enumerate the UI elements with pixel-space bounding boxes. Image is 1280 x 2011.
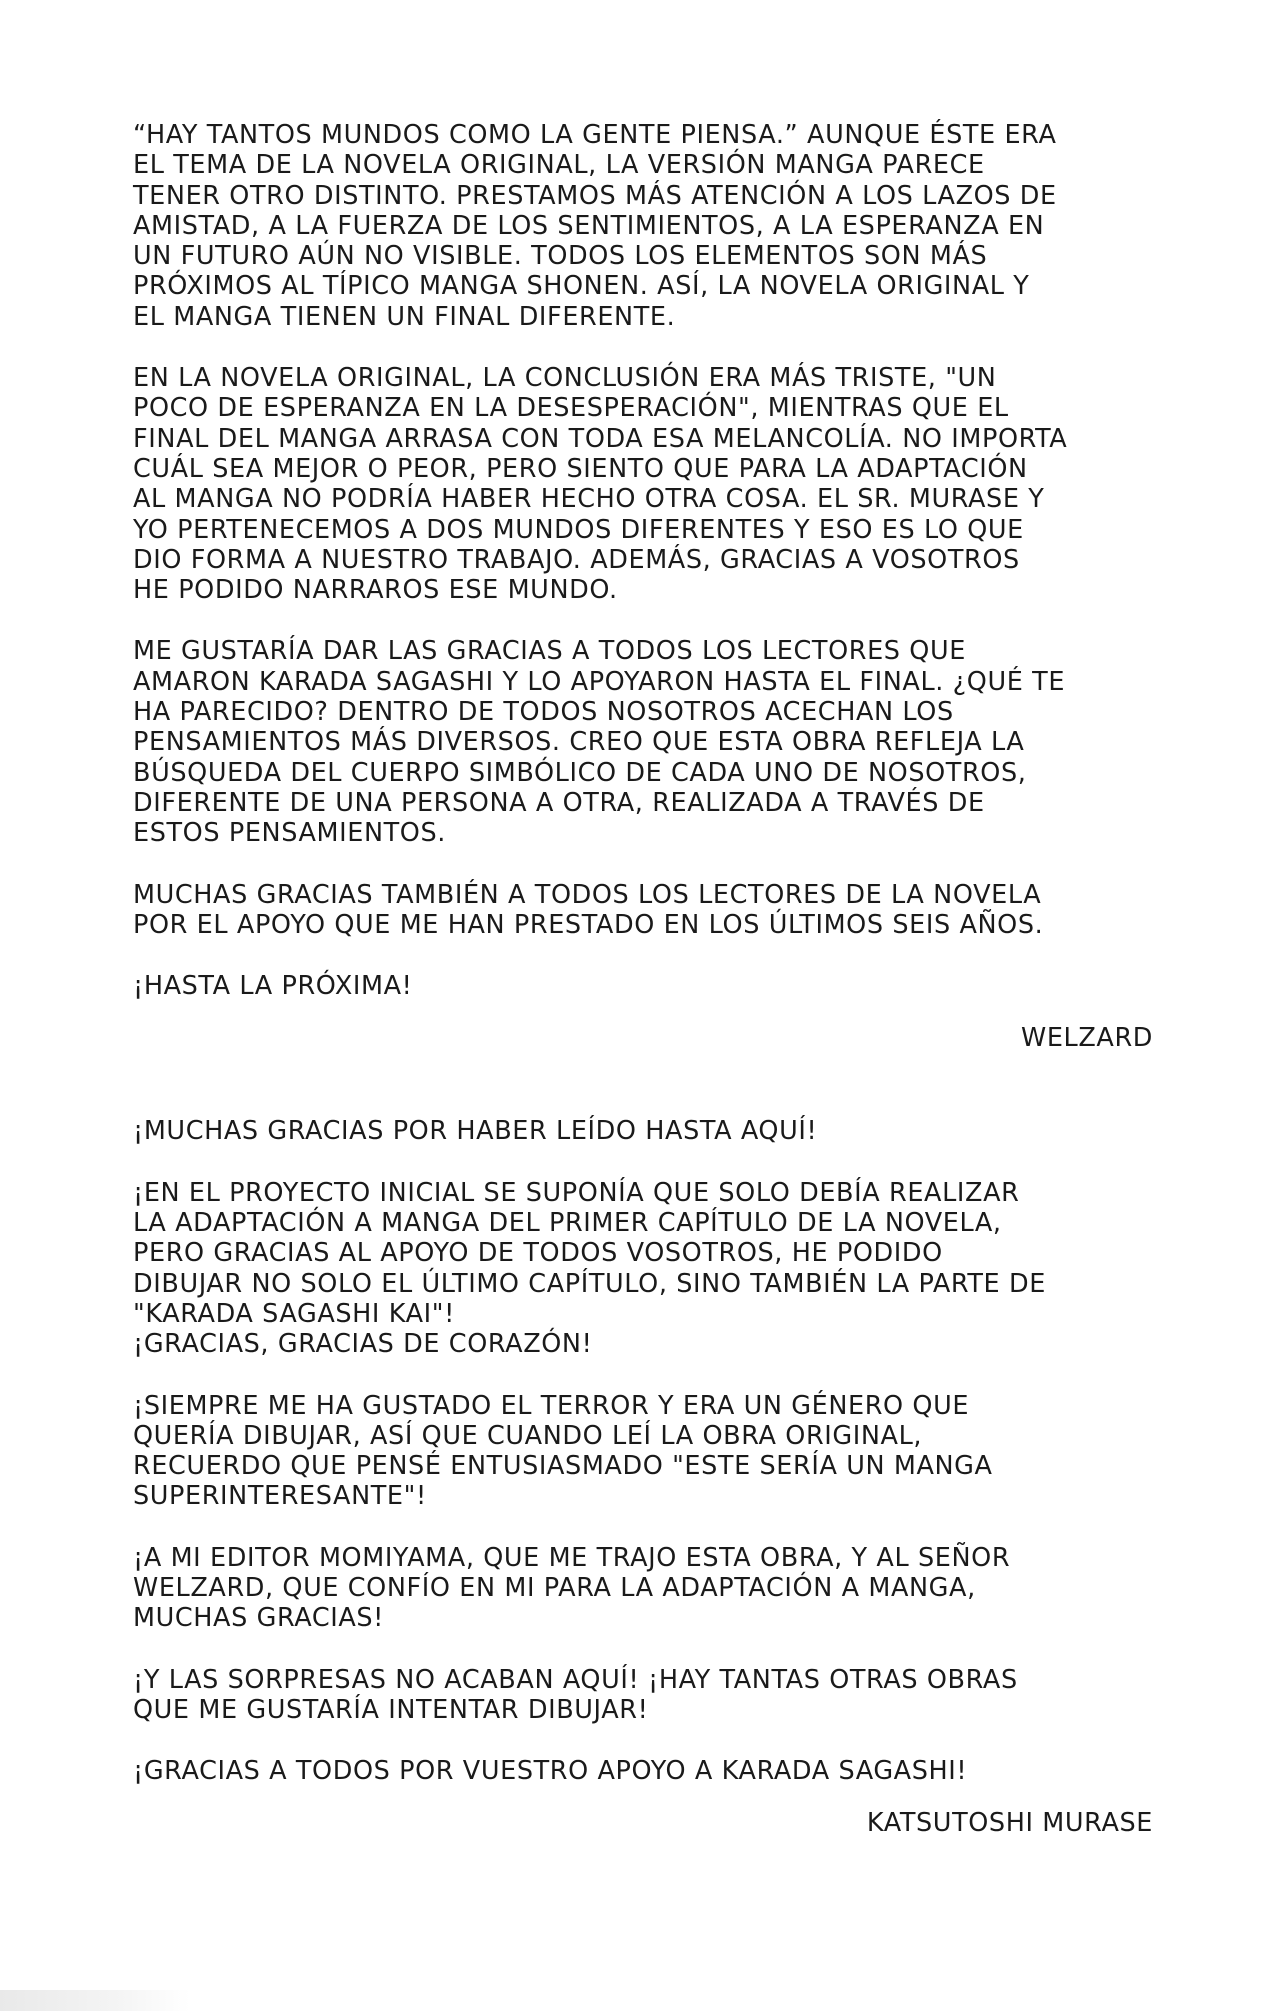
text-line: EL MANGA TIENEN UN FINAL DIFERENTE.	[133, 301, 676, 332]
paragraph	[133, 636, 1153, 848]
text-line: PRÓXIMOS AL TÍPICO MANGA SHONEN. ASÍ, LA NOVELA ORIGINAL Y	[133, 271, 1030, 302]
text-line: ¡SIEMPRE ME HA GUSTADO EL TERROR Y ERA UN GÉNERO QUE	[133, 1390, 970, 1421]
text-line: UN FUTURO AÚN NO VISIBLE. TODOS LOS ELEMENTOS SON MÁS	[133, 241, 988, 272]
text-line: AMISTAD, A LA FUERZA DE LOS SENTIMIENTOS, A LA ESPERANZA EN	[133, 210, 1045, 241]
text-line: ¡EN EL PROYECTO INICIAL SE SUPONÍA QUE SOLO DEBÍA REALIZAR	[133, 1177, 1020, 1208]
scan-edge-shadow	[0, 1990, 190, 2011]
text-line: QUE ME GUSTARÍA INTENTAR DIBUJAR!	[133, 1694, 649, 1725]
text-line: PENSAMIENTOS MÁS DIVERSOS. CREO QUE ESTA OBRA REFLEJA LA	[133, 727, 1025, 758]
text-line: POCO DE ESPERANZA EN LA DESESPERACIÓN", MIENTRAS QUE EL	[133, 393, 1009, 424]
text-line: DIBUJAR NO SOLO EL ÚLTIMO CAPÍTULO, SINO TAMBIÉN LA PARTE DE	[133, 1268, 1046, 1299]
paragraph	[133, 1543, 1153, 1634]
text-line: HE PODIDO NARRAROS ESE MUNDO.	[133, 575, 618, 606]
afterword-welzard	[133, 120, 1153, 1053]
text-line: EN LA NOVELA ORIGINAL, LA CONCLUSIÓN ERA MÁS TRISTE, "UN	[133, 363, 997, 394]
text-line: AL MANGA NO PODRÍA HABER HECHO OTRA COSA. EL SR. MURASE Y	[133, 484, 1045, 515]
text-line: BÚSQUEDA DEL CUERPO SIMBÓLICO DE CADA UNO DE NOSOTROS,	[133, 757, 1027, 788]
text-line: SUPERINTERESANTE"!	[133, 1481, 427, 1512]
text-line: ¡MUCHAS GRACIAS POR HABER LEÍDO HASTA AQUÍ!	[133, 1116, 818, 1147]
text-line: HA PARECIDO? DENTRO DE TODOS NOSOTROS ACECHAN LOS	[133, 697, 954, 728]
text-line: DIO FORMA A NUESTRO TRABAJO. ADEMÁS, GRACIAS A VOSOTROS	[133, 544, 1020, 575]
text-line: ME GUSTARÍA DAR LAS GRACIAS A TODOS LOS LECTORES QUE	[133, 636, 966, 667]
text-line: EL TEMA DE LA NOVELA ORIGINAL, LA VERSIÓN MANGA PARECE	[133, 150, 985, 181]
afterword-content	[133, 120, 1153, 1838]
text-line: AMARON KARADA SAGASHI Y LO APOYARON HASTA EL FINAL. ¿QUÉ TE	[133, 666, 1066, 697]
text-line: ¡GRACIAS A TODOS POR VUESTRO APOYO A KARADA SAGASHI!	[133, 1756, 968, 1787]
paragraph	[133, 880, 1153, 941]
text-line: YO PERTENECEMOS A DOS MUNDOS DIFERENTES Y ESO ES LO QUE	[133, 514, 1024, 545]
paragraph	[133, 1665, 1153, 1726]
text-line: DIFERENTE DE UNA PERSONA A OTRA, REALIZADA A TRAVÉS DE	[133, 787, 985, 818]
paragraph	[133, 120, 1153, 332]
text-line: PERO GRACIAS AL APOYO DE TODOS VOSOTROS, HE PODIDO	[133, 1238, 943, 1269]
paragraph	[133, 1178, 1153, 1360]
text-line: ¡GRACIAS, GRACIAS DE CORAZÓN!	[133, 1329, 593, 1360]
paragraph	[133, 971, 1153, 1001]
text-line: ESTOS PENSAMIENTOS.	[133, 818, 446, 849]
text-line: FINAL DEL MANGA ARRASA CON TODA ESA MELANCOLÍA. NO IMPORTA	[133, 423, 1068, 454]
text-line: MUCHAS GRACIAS TAMBIÉN A TODOS LOS LECTORES DE LA NOVELA	[133, 879, 1042, 910]
text-line: POR EL APOYO QUE ME HAN PRESTADO EN LOS ÚLTIMOS SEIS AÑOS.	[133, 909, 1044, 940]
text-line: ¡HASTA LA PRÓXIMA!	[133, 971, 413, 1002]
text-line: "KARADA SAGASHI KAI"!	[133, 1298, 455, 1329]
text-line: WELZARD, QUE CONFÍO EN MI PARA LA ADAPTACIÓN A MANGA,	[133, 1572, 976, 1603]
text-line: ¡Y LAS SORPRESAS NO ACABAN AQUÍ! ¡HAY TANTAS OTRAS OBRAS	[133, 1664, 1018, 1695]
afterword-murase	[133, 1116, 1153, 1838]
text-line: MUCHAS GRACIAS!	[133, 1603, 385, 1634]
text-line: CUÁL SEA MEJOR O PEOR, PERO SIENTO QUE PARA LA ADAPTACIÓN	[133, 453, 1028, 484]
paragraph	[133, 363, 1153, 605]
text-line: QUERÍA DIBUJAR, ASÍ QUE CUANDO LEÍ LA OBRA ORIGINAL,	[133, 1420, 923, 1451]
text-line: RECUERDO QUE PENSÉ ENTUSIASMADO "ESTE SERÍA UN MANGA	[133, 1451, 993, 1482]
text-line: LA ADAPTACIÓN A MANGA DEL PRIMER CAPÍTULO DE LA NOVELA,	[133, 1208, 1002, 1239]
text-line: TENER OTRO DISTINTO. PRESTAMOS MÁS ATENCIÓN A LOS LAZOS DE	[133, 180, 1057, 211]
paragraph	[133, 1116, 1153, 1146]
author-signature-welzard: WELZARD	[1021, 1023, 1153, 1054]
text-line: “HAY TANTOS MUNDOS COMO LA GENTE PIENSA.” AUNQUE ÉSTE ERA	[133, 120, 1057, 150]
text-line: ¡A MI EDITOR MOMIYAMA, QUE ME TRAJO ESTA OBRA, Y AL SEÑOR	[133, 1542, 1011, 1573]
paragraph	[133, 1391, 1153, 1512]
author-signature-murase: KATSUTOSHI MURASE	[866, 1808, 1153, 1839]
paragraph	[133, 1756, 1153, 1786]
